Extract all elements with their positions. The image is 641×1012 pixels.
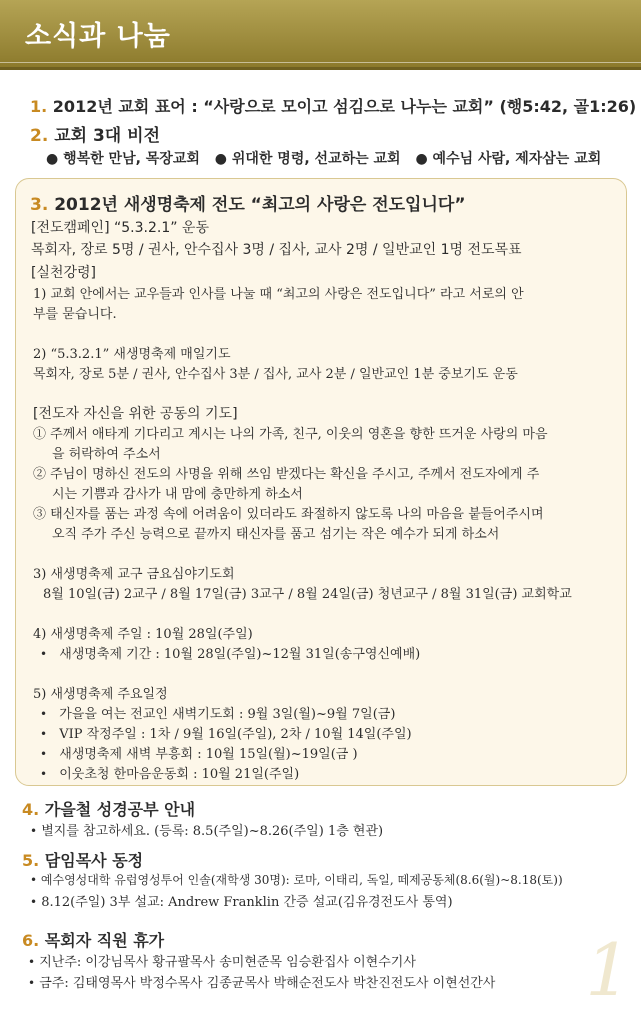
schedule-item: • 새생명축제 새벽 부흥회 : 10월 15일(월)~19일(금 ) (40, 747, 358, 762)
bullet-icon: ● (415, 151, 428, 167)
bullet-icon: • (40, 727, 48, 741)
practice-3b: 8월 10일(금) 2교구 / 8월 17일(금) 3교구 / 8월 24일(금) 청년교구 / 8월 31일(금) 교회학교 (43, 587, 572, 602)
bullet-icon: • (30, 895, 38, 909)
practice-label: [실천강령] (31, 265, 97, 281)
festival-period: 새생명축제 기간 : 10월 28일(주일)~12월 31일(송구영신예배) (59, 647, 421, 662)
practice-4b (40, 643, 420, 662)
header-divider (0, 62, 641, 63)
section-6-number: 6. (22, 931, 40, 950)
campaign-text: 목회자, 장로 5명 / 권사, 안수집사 3명 / 집사, 교사 2명 / 일반교인 1명 전도목표 (31, 242, 522, 258)
section-3-number: 3. (30, 195, 49, 215)
section-6-heading (22, 928, 164, 951)
bullet-icon: • (40, 707, 48, 721)
page-number: 1 (585, 928, 631, 1012)
bullet-icon: • (30, 824, 38, 838)
prayer-1b: 을 허락하여 주소서 (52, 447, 161, 462)
bullet-icon: ● (46, 151, 59, 167)
section-4-title: 가을철 성경공부 안내 (44, 800, 196, 819)
vision-item: 예수님 사람, 제자삼는 교회 (432, 151, 602, 167)
section-2-heading (30, 121, 160, 146)
practice-2b: 목회자, 장로 5분 / 권사, 안수집사 3분 / 집사, 교사 2분 / 일반교인 1분 중보기도 운동 (33, 367, 518, 382)
bullet-icon: • (28, 955, 36, 969)
practice-4a: 4) 새생명축제 주일 : 10월 28일(주일) (33, 627, 253, 642)
study-note: • 별지를 참고하세요. (등록: 8.5(주일)~8.26(주일) 1층 현관) (30, 824, 384, 839)
prayer-1a: ① 주께서 애타게 기다리고 계시는 나의 가족, 친구, 이웃의 영혼을 향한 뜨거운 사랑의 마음 (33, 427, 548, 442)
bullet-icon: • (40, 747, 48, 761)
section-5-title: 담임목사 동정 (44, 851, 144, 870)
vacation-last-week: • 지난주: 이강님목사 황규팔목사 송미현준목 임승환집사 이현수기사 (28, 955, 416, 970)
section-1-number: 1. (30, 97, 48, 116)
bullet-icon: • (40, 767, 48, 781)
prayer-3a: ③ 태신자를 품는 과정 속에 어려움이 있더라도 좌절하지 않도록 나의 마음을 붙들어주시며 (33, 507, 544, 522)
vacation-this-week: • 금주: 김태영목사 박정수목사 김종균목사 박해순전도사 박찬진전도사 이현선간사 (28, 976, 496, 991)
section-4-number: 4. (22, 800, 40, 819)
practice-2a: 2) “5.3.2.1” 새생명축제 매일기도 (33, 347, 231, 362)
section-1 (30, 94, 636, 117)
section-1-text: 2012년 교회 표어 : “사랑으로 모이고 섬김으로 나누는 교회” (행5:42, 골1:26) (52, 97, 637, 116)
prayer-2b: 시는 기쁨과 감사가 내 맘에 충만하게 하소서 (52, 487, 303, 502)
practice-3a: 3) 새생명축제 교구 금요심야기도회 (33, 567, 235, 582)
section-3-title: 2012년 새생명축제 전도 “최고의 사랑은 전도입니다” (54, 195, 466, 215)
section-3-heading (30, 190, 466, 215)
schedule-item: • 가을을 여는 전교인 새벽기도회 : 9월 3일(월)~9월 7일(금) (40, 707, 396, 722)
bullet-icon: • (28, 976, 36, 990)
section-5-number: 5. (22, 851, 40, 870)
practice-1b: 부를 묻습니다. (33, 307, 117, 322)
schedule-item: • 이웃초청 한마음운동회 : 10월 21일(주일) (40, 767, 300, 782)
vision-item: 행복한 만남, 목장교회 (63, 151, 200, 167)
schedule-item: • VIP 작정주일 : 1차 / 9월 16일(주일), 2차 / 10월 14일(주일) (40, 727, 412, 742)
practice-1a: 1) 교회 안에서는 교우들과 인사를 나눌 때 “최고의 사랑은 전도입니다” 라고 서로의 안 (33, 287, 524, 302)
prayer-2a: ② 주님이 명하신 전도의 사명을 위해 쓰임 받겠다는 확신을 주시고, 주께서 전도자에게 주 (33, 467, 540, 482)
section-2-title: 교회 3대 비전 (54, 126, 160, 146)
prayer-label: [전도자 자신을 위한 공동의 기도] (33, 406, 238, 422)
vision-list (46, 148, 601, 168)
header-banner (0, 0, 641, 70)
vision-item: 위대한 명령, 선교하는 교회 (231, 151, 401, 167)
bullet-icon: • (30, 873, 38, 887)
bullet-icon: • (40, 647, 48, 661)
bullet-icon: ● (214, 151, 227, 167)
practice-5a: 5) 새생명축제 주요일정 (33, 687, 168, 702)
section-4-heading (22, 797, 195, 820)
section-5-heading (22, 848, 143, 871)
section-2-number: 2. (30, 126, 49, 146)
section-6-title: 목회자 직원 휴가 (44, 931, 165, 950)
campaign-label: [전도캠페인] “5.3.2.1” 운동 (31, 220, 209, 236)
pastor-activity: • 예수영성대학 유럽영성투어 인솔(재학생 30명): 로마, 이태리, 독일, 떼제공동체(8.6(월)~8.18(토)) (30, 873, 563, 887)
pastor-activity: • 8.12(주일) 3부 설교: Andrew Franklin 간증 설교(김유경전도사 통역) (30, 895, 453, 910)
page-title: 소식과 나눔 (25, 21, 171, 52)
prayer-3b: 오직 주가 주신 능력으로 끝까지 태신자를 품고 섬기는 작은 예수가 되게 하소서 (52, 527, 500, 542)
